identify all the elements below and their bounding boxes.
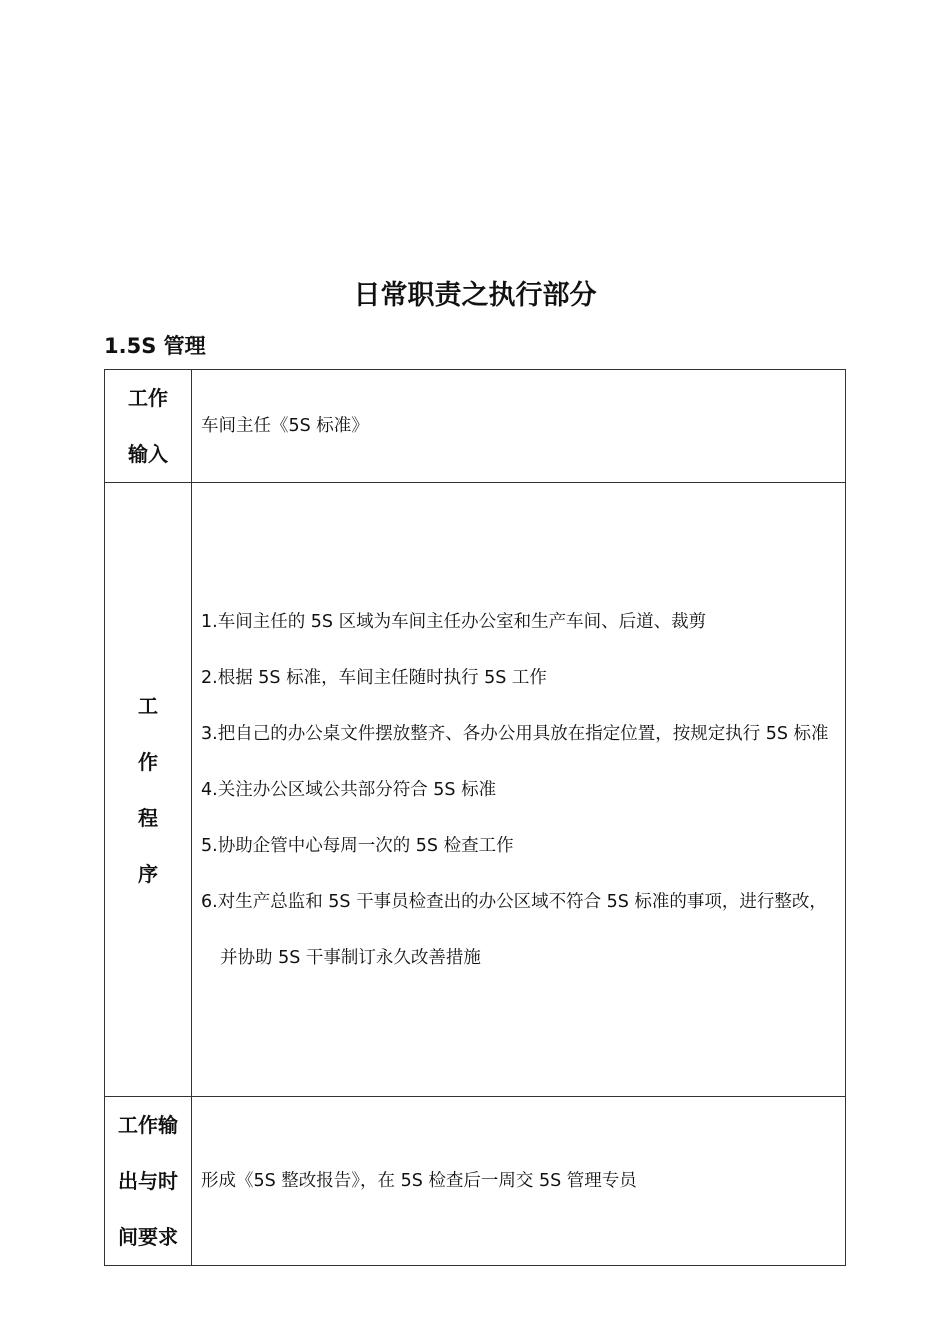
table-row-work-procedure [105,483,846,1097]
label-line: 工作 [128,386,168,410]
procedure-step: 3.把自己的办公桌文件摆放整齐、各办公用具放在指定位置，按规定执行 5S 标准 [201,723,829,744]
procedure-step: 6.对生产总监和 5S 干事员检查出的办公区域不符合 5S 标准的事项，进行整改，并协助 5S 干事制订永久改善措施 [201,891,827,968]
table-row-work-input [105,370,846,483]
label-line: 工 [138,693,158,718]
content-cell-work-output [192,1097,846,1266]
label-cell-work-procedure [105,483,192,1097]
table-row-work-output [105,1097,846,1266]
procedure-step: 2.根据 5S 标准，车间主任随时执行 5S 工作 [201,667,547,688]
label-line: 序 [138,861,158,886]
duty-table [104,369,846,1266]
content-cell-work-input [192,370,846,483]
label-line: 程 [138,805,158,830]
label-cell-work-input [105,370,192,483]
label-line: 工作输 [118,1113,178,1137]
work-output-text: 形成《5S 整改报告》，在 5S 检查后一周交 5S 管理专员 [201,1171,637,1191]
label-cell-work-output [105,1097,192,1266]
work-input-text: 车间主任《5S 标准》 [201,416,369,436]
procedure-step: 4.关注办公区域公共部分符合 5S 标准 [201,779,497,800]
label-line: 出与时 [118,1169,178,1193]
content-cell-work-procedure [192,483,846,1097]
label-line: 输入 [128,442,168,466]
procedure-step: 5.协助企管中心每周一次的 5S 检查工作 [201,835,514,856]
label-line: 作 [138,749,158,774]
section-heading: 1.5S 管理 [104,334,206,358]
document-title: 日常职责之执行部分 [353,280,597,311]
label-line: 间要求 [118,1225,178,1249]
procedure-step: 1.车间主任的 5S 区域为车间主任办公室和生产车间、后道、裁剪 [201,611,707,632]
procedure-list [201,594,839,986]
